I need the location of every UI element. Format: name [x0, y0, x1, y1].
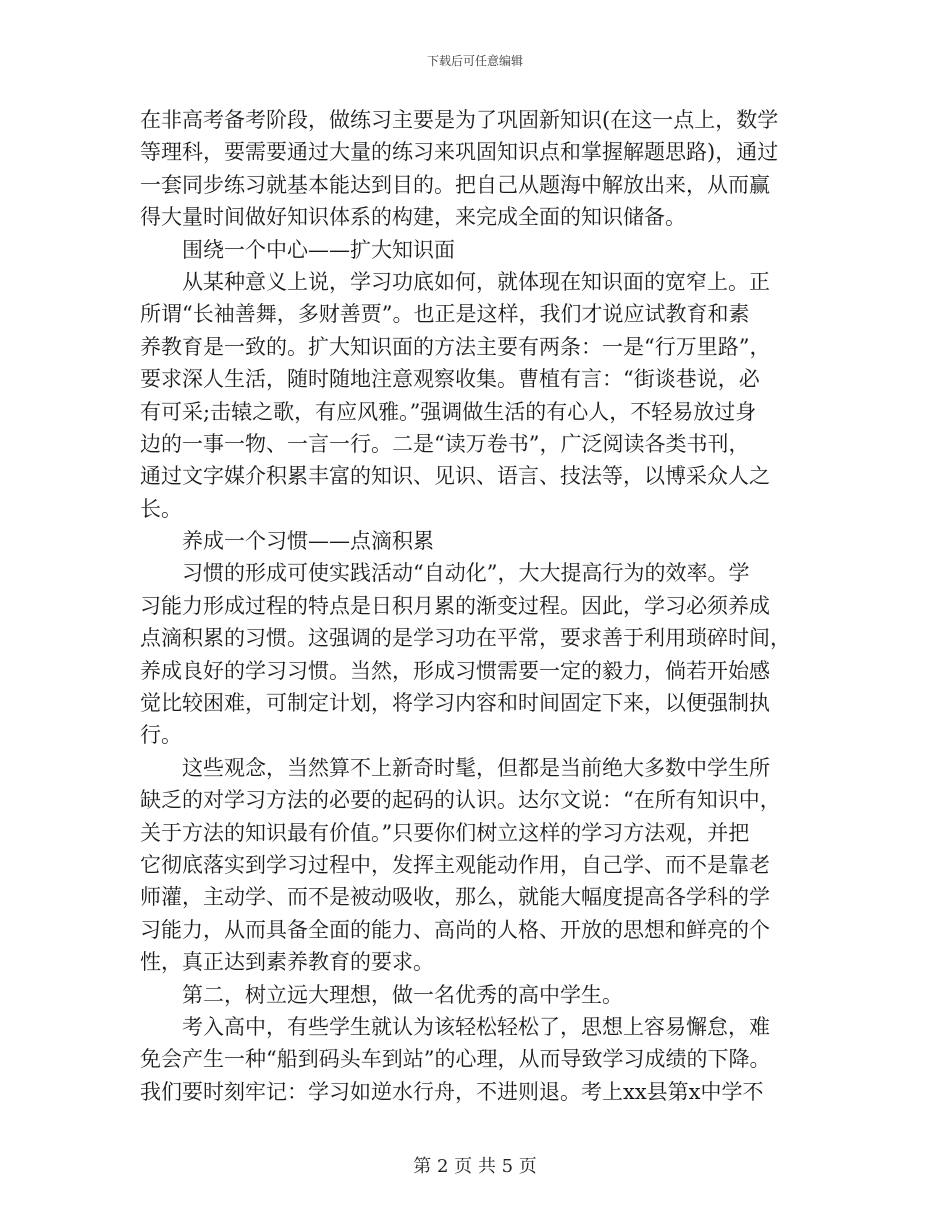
text-line: 点滴积累的习惯。这强调的是学习功在平常，要求善于利用琐碎时间，: [140, 626, 791, 651]
text-line: 从某种意义上说，学习功底如何，就体现在知识面的宽窄上。正: [140, 269, 770, 294]
section-heading: 第二，树立远大理想，做一名优秀的高中学生。: [140, 982, 623, 1007]
text-line: 它彻底落实到学习过程中，发挥主观能动作用，自己学、而不是靠老: [140, 852, 770, 877]
section-heading: 围绕一个中心——扩大知识面: [140, 237, 455, 262]
text-line: 边的一事一物、一言一行。二是“读万卷书”，广泛阅读各类书刊，: [140, 431, 750, 456]
text-line: 我们要时刻牢记：学习如逆水行舟，不进则退。考上xx县第x中学不: [140, 1079, 764, 1104]
section-heading: 养成一个习惯——点滴积累: [140, 529, 434, 554]
text-line: 习能力形成过程的特点是日积月累的渐变过程。因此，学习必须养成: [140, 593, 770, 618]
text-line: 养教育是一致的。扩大知识面的方法主要有两条：一是“行万里路”，: [140, 334, 771, 359]
text-line: 养成良好的学习习惯。当然，形成习惯需要一定的毅力，倘若开始感: [140, 658, 770, 683]
text-line: 有可采;击辕之歌，有应风雅。”强调做生活的有心人，不轻易放过身: [140, 399, 757, 424]
text-line: 在非高考备考阶段，做练习主要是为了巩固新知识(在这一点上，数学: [140, 108, 779, 132]
text-line: 要求深人生活，随时随地注意观察收集。曹植有言：“街谈巷说，必: [140, 367, 760, 392]
page-header-note: 下载后可任意编辑: [426, 54, 523, 68]
text-line: 关于方法的知识最有价值。”只要你们树立这样的学习方法观，并把: [140, 820, 750, 845]
text-line: 习惯的形成可使实践活动“自动化”，大大提高行为的效率。学: [140, 561, 750, 586]
text-line: 性，真正达到素养教育的要求。: [140, 950, 434, 975]
text-line: 长。: [140, 496, 182, 521]
text-line: 所谓“长袖善舞，多财善贾”。也正是这样，我们才说应试教育和素: [140, 302, 750, 327]
text-line: 通过文字媒介积累丰富的知识、见识、语言、技法等，以博采众人之: [140, 464, 770, 489]
text-line: 一套同步练习就基本能达到目的。把自己从题海中解放出来，从而赢: [140, 172, 770, 197]
text-line: 觉比较困难，可制定计划，将学习内容和时间固定下来，以便强制执: [140, 691, 770, 716]
text-line: 习能力，从而具备全面的能力、高尚的人格、开放的思想和鲜亮的个: [140, 917, 770, 942]
text-line: 得大量时间做好知识体系的构建，来完成全面的知识储备。: [140, 205, 686, 230]
page-number: 第 2 页 共 5 页: [413, 1156, 537, 1177]
text-line: 免会产生一种“船到码头车到站”的心理，从而导致学习成绩的下降。: [140, 1047, 771, 1072]
text-line: 考入高中，有些学生就认为该轻松轻松了，思想上容易懈怠，难: [140, 1014, 770, 1039]
text-line: 这些观念，当然算不上新奇时髦，但都是当前绝大多数中学生所: [140, 755, 770, 780]
text-line: 行。: [140, 723, 182, 748]
text-line: 师灌，主动学、而不是被动吸收，那么，就能大幅度提高各学科的学: [140, 885, 770, 910]
text-line: 缺乏的对学习方法的必要的起码的认识。达尔文说：“在所有知识中，: [140, 788, 781, 813]
text-line: 等理科，要需要通过大量的练习来巩固知识点和掌握解题思路)，通过: [140, 140, 779, 165]
document-body: [140, 104, 810, 1108]
